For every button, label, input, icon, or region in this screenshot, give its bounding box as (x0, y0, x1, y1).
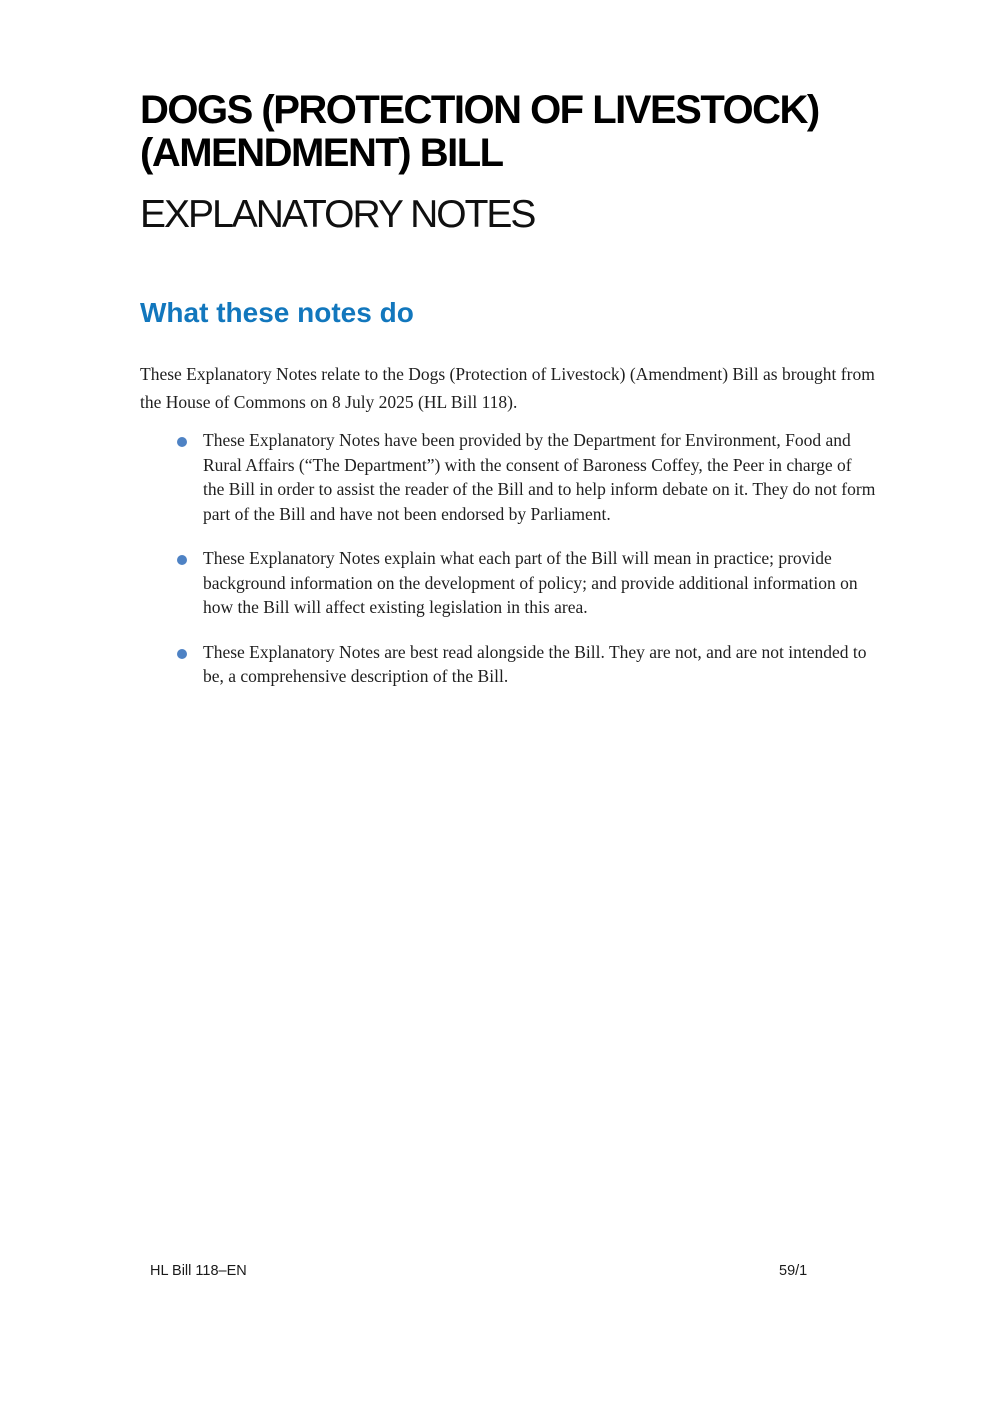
bullet-list (177, 428, 877, 709)
bullet-dot-icon (177, 649, 187, 659)
bullet-text-1: These Explanatory Notes have been provided by the Department for Environment, Food and Rural Affairs (“The Department”) with the consent of Baroness Coffey, the Peer in charge of the Bill in order to assist the reader of the Bill and to help inform debate on it. They do not form part of the Bill and have not been endorsed by Parliament. (203, 430, 876, 524)
footer-page-number: 59/1 (779, 1263, 808, 1279)
bullet-item-2 (177, 546, 877, 620)
bullet-dot-icon (177, 437, 187, 447)
bullet-text-3: These Explanatory Notes are best read alongside the Bill. They are not, and are not intended to be, a comprehensive description of the Bill. (203, 641, 867, 686)
bill-title (140, 89, 930, 175)
bullet-item-3 (177, 640, 877, 689)
document-subtitle: EXPLANATORY NOTES (140, 193, 535, 236)
bullet-dot-icon (177, 555, 187, 565)
bill-title-line-2: (AMENDMENT) BILL (140, 131, 503, 175)
bullet-item-1 (177, 428, 877, 526)
section-heading: What these notes do (140, 297, 414, 328)
footer-bill-reference: HL Bill 118–EN (150, 1263, 247, 1279)
bill-title-line-1: DOGS (PROTECTION OF LIVESTOCK) (140, 88, 819, 132)
intro-paragraph: These Explanatory Notes relate to the Dogs (Protection of Livestock) (Amendment) Bill as brought from the House of Commons on 8 July 2025 (HL Bill 118). (140, 364, 875, 412)
bullet-text-2: These Explanatory Notes explain what each part of the Bill will mean in practice; provide background information on the development of policy; and provide additional information on how the Bill will affect existing legislation in this area. (203, 548, 858, 617)
